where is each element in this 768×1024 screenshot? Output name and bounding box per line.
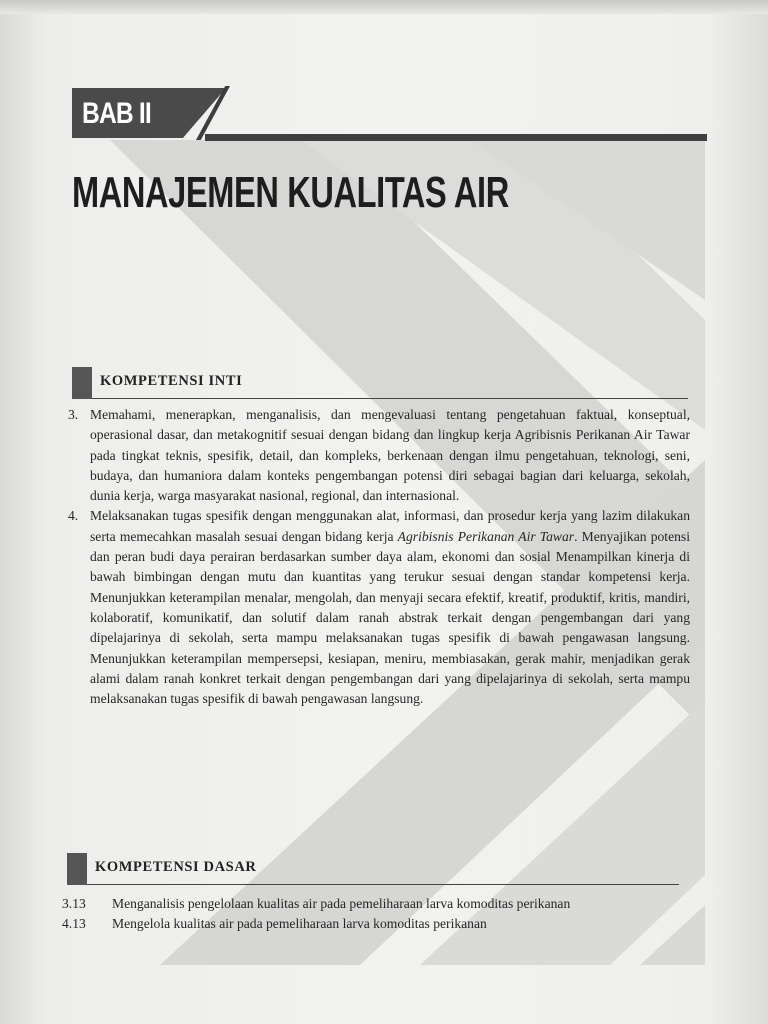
item-text: Mengelola kualitas air pada pemeliharaan larva komoditas perikanan [112,916,487,932]
chapter-title: MANAJEMEN KUALITAS AIR [72,168,509,217]
item-number: 4.13 [62,916,86,932]
section-heading-text: KOMPETENSI DASAR [95,859,257,875]
section-heading-rule [87,884,679,886]
section-heading-rule [92,398,688,400]
chapter-label: BAB II [82,97,151,130]
item-text: Memahami, menerapkan, menganalisis, dan mengevaluasi tentang pengetahuan faktual, konseptual, operasional dasar, dan metakognitif sesuai dengan bidang dan lingkup kerja Agribisnis Perikanan Air Tawar pada tingkat teknis, spesifik, detail, dan kompleks, berkenaan dengan ilmu pengetahuan, teknologi, seni, budaya, dan humaniora dalam konteks pengembangan potensi diri sebagai bagian dari keluarga, sekolah, dunia kerja, warga masyarakat nasional, regional, dan internasional. [90,407,690,504]
item-text-part: . Menyajikan potensi dan peran budi daya perairan berdasarkan sumber daya alam, ekonomi dan sosial Menampilkan kinerja di bawah bimbingan dengan mutu dan kuantitas yang terukur sesuai dengan standar kompetensi kerja. Menunjukkan keterampilan menalar, mengolah, dan menyaji secara efektif, kreatif, produktif, kritis, mandiri, kolaboratif, komunikatif, dan solutif dalam ranah abstrak terkait dengan pengembangan dari yang dipelajarinya di sekolah, serta mampu melaksanakan tugas spesifik di bawah pengawasan langsung. Menunjukkan keterampilan mempersepsi, kesiapan, meniru, membiasakan, gerak mahir, menjadikan gerak alami dalam ranah konkret terkait dengan pengembangan dari yang dipelajarinya di sekolah, serta mampu melaksanakan tugas spesifik di bawah pengawasan langsung. [90,528,690,707]
kompetensi-dasar-heading [67,853,679,885]
list-item [68,506,690,709]
item-number: 3. [68,407,79,422]
kompetensi-inti-heading [72,367,688,399]
chapter-title-rule [205,134,707,141]
item-text [90,506,690,709]
section-heading-text: KOMPETENSI INTI [100,373,243,389]
list-item [62,914,682,934]
kompetensi-inti-list [68,405,690,709]
section-heading-bar [67,853,87,885]
list-item [62,894,682,914]
list-item [68,405,690,506]
section-heading-bar [72,367,92,399]
item-number: 4. [68,508,79,524]
item-text-italic: Agribisnis Perikanan Air Tawar [397,528,575,544]
item-number: 3.13 [62,896,86,911]
kompetensi-dasar-list [62,894,682,935]
item-text-part: Melaksanakan tugas spesifik dengan menggunakan alat, informasi, dan prosedur kerja yang lazim dilakukan serta memecahkan masalah sesuai dengan bidang kerja [90,508,690,544]
item-text: Menganalisis pengelolaan kualitas air pada pemeliharaan larva komoditas perikanan [112,896,571,911]
